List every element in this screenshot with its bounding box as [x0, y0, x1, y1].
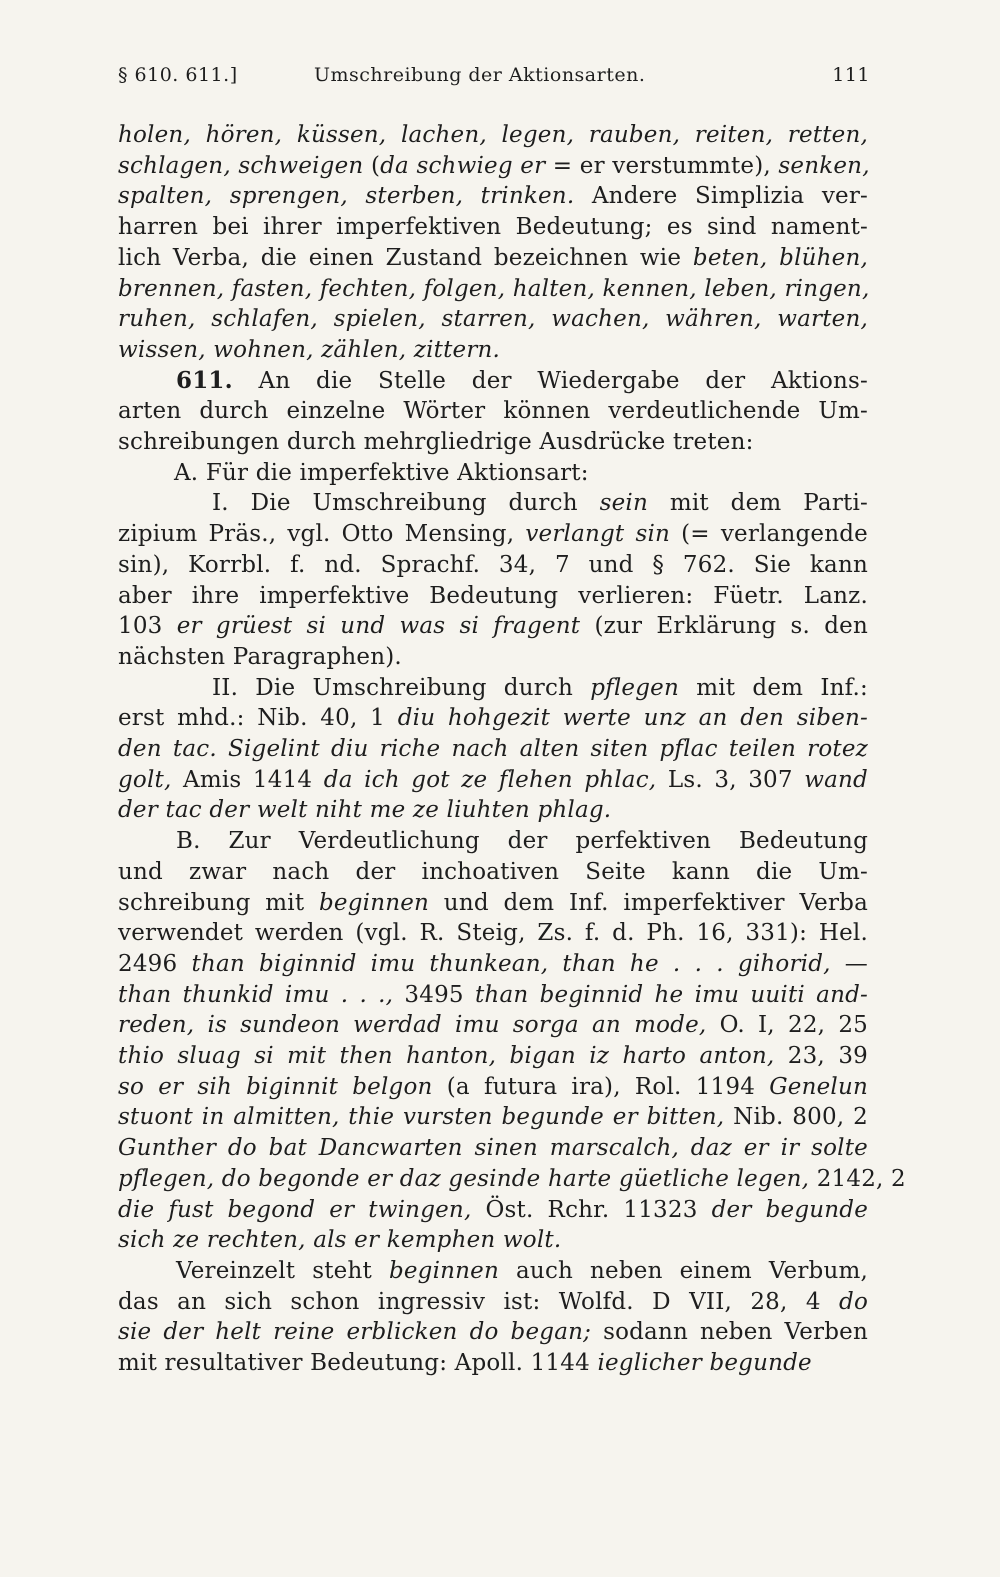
text-line: [118, 303, 868, 335]
italic-quote: golt,: [118, 766, 172, 793]
text-line: [118, 1194, 868, 1226]
italic-quote: pflegen: [590, 674, 679, 701]
section-reference: § 610. 611.]: [118, 64, 238, 86]
running-title: Umschreibung der Aktionsarten.: [314, 64, 646, 86]
text-line: [118, 856, 868, 888]
italic-quote: beginnen: [319, 889, 430, 916]
text-run: A. Für die imperfektive Aktionsart:: [174, 459, 589, 486]
italic-quote: so er sih biginnit belgon: [118, 1073, 433, 1100]
italic-quote: stuont in almitten, thie vursten begunde er bitten,: [118, 1104, 725, 1131]
text-run: sodann neben Verben: [591, 1319, 868, 1346]
text-run: und dem Inf. imperfektiver Verba: [429, 889, 868, 916]
text-run: 23, 39: [774, 1043, 868, 1069]
text-run: sin), Korrbl. f. nd. Sprachf. 34, 7 und § 762. Sie kann: [118, 551, 868, 578]
italic-quote: Genelun: [769, 1073, 868, 1100]
text-line: [118, 948, 868, 980]
text-line: [118, 733, 868, 765]
text-line: [212, 672, 868, 704]
italic-quote: da schwieg er: [380, 152, 546, 179]
text-run: —: [830, 950, 868, 977]
italic-quote: brennen, fasten, fechten, folgen, halten, kennen, leben, ringen,: [118, 275, 870, 302]
text-line: [118, 211, 868, 243]
italic-quote: thio sluag si mit then hanton, bigan iz harto anton,: [118, 1043, 775, 1069]
italic-quote: than beginnid he imu uuiti and-: [474, 981, 868, 1008]
italic-quote: Gunther do bat Dancwarten sinen marscalch, daz er ir solte: [118, 1135, 868, 1162]
text-line: [176, 825, 868, 857]
italic-quote: wand: [804, 766, 868, 793]
text-run: Andere Simplizia ver-: [574, 183, 868, 210]
text-run: mit dem Inf.:: [679, 674, 868, 701]
text-line: [118, 1224, 868, 1256]
text-run: 2142, 2: [809, 1165, 906, 1192]
text-run: (: [363, 152, 381, 179]
text-line: [118, 242, 868, 274]
text-run: schreibungen durch mehrgliedrige Ausdrücke treten:: [118, 429, 754, 455]
text-run: das an sich schon ingressiv ist: Wolfd. D VII, 28, 4: [118, 1288, 840, 1315]
italic-quote: than thunkid imu . . .,: [118, 981, 394, 1008]
text-run: (a futura ira), Rol. 1194: [432, 1073, 770, 1100]
italic-quote: senken,: [778, 152, 870, 179]
text-line: [118, 979, 868, 1011]
text-line: [118, 1040, 868, 1072]
text-line: [118, 702, 868, 734]
italic-quote: der begunde: [711, 1196, 869, 1223]
italic-quote: do: [839, 1288, 868, 1315]
text-run: mit resultativer Bedeutung: Apoll. 1144: [118, 1350, 598, 1376]
section-number: 611.: [176, 366, 233, 394]
italic-quote: den tac. Sigelint diu riche nach alten siten pflac teilen rotez: [118, 736, 868, 762]
text-run: (= verlangende: [670, 521, 868, 548]
italic-quote: er grüest si und was si fragent: [176, 613, 581, 640]
text-line: [174, 457, 868, 489]
text-run: Ls. 3, 307: [656, 766, 805, 793]
text-run: lich Verba, die einen Zustand bezeichnen wie: [118, 244, 693, 271]
text-line: [118, 334, 868, 366]
text-run: 2496: [118, 950, 192, 977]
text-line: [118, 1132, 868, 1164]
text-line: [118, 1316, 868, 1348]
text-run: An die Stelle der Wiedergabe der Aktions-: [232, 367, 868, 394]
text-line: [118, 119, 868, 151]
italic-quote: sich ze rechten, als er kemphen wolt.: [118, 1227, 562, 1254]
text-line: [212, 487, 868, 519]
text-run: = er verstummte),: [545, 152, 779, 179]
text-run: verwendet werden (vgl. R. Steig, Zs. f. d. Ph. 16, 331): Hel.: [118, 920, 868, 947]
italic-quote: sein: [599, 490, 648, 517]
italic-quote: da ich got ze flehen phlac,: [323, 766, 657, 793]
italic-quote: beginnen: [388, 1257, 500, 1284]
text-line: [118, 150, 868, 182]
text-line: [118, 1286, 868, 1318]
text-line: [118, 610, 868, 642]
text-run: O. I, 22, 25: [706, 1012, 869, 1039]
text-run: I. Die Umschreibung durch: [212, 490, 600, 517]
text-run: aber ihre imperfektive Bedeutung verlieren: Füetr. Lanz.: [118, 582, 868, 609]
text-run: Nib. 800, 2: [724, 1104, 868, 1131]
text-line: [118, 794, 868, 826]
text-line: [118, 580, 868, 612]
italic-quote: spalten, sprengen, sterben, trinken.: [118, 183, 575, 210]
italic-quote: wissen, wohnen, zählen, zittern.: [118, 336, 501, 363]
text-line: [176, 1255, 868, 1287]
text-run: schreibung mit: [118, 889, 319, 916]
italic-quote: ruhen, schlafen, spielen, starren, wachen, währen, warten,: [118, 306, 868, 333]
italic-quote: diu hohgezit werte unz an den siben-: [397, 705, 869, 732]
italic-quote: pflegen, do begonde er daz gesinde harte güetliche legen,: [118, 1165, 810, 1192]
text-run: 103: [118, 613, 177, 640]
text-line: [118, 395, 868, 427]
italic-quote: reden, is sundeon werdad imu sorga an mode,: [118, 1012, 707, 1039]
text-run: zipium Präs., vgl. Otto Mensing,: [118, 521, 526, 548]
text-run: II. Die Umschreibung durch: [212, 674, 591, 701]
text-run: arten durch einzelne Wörter können verdeutlichende Um-: [118, 398, 868, 425]
text-run: mit dem Parti-: [647, 490, 868, 517]
running-header: [118, 64, 870, 94]
text-line: [118, 764, 868, 796]
text-run: (zur Erklärung s. den: [580, 613, 868, 640]
text-run: nächsten Paragraphen).: [118, 643, 402, 670]
text-line: [118, 180, 868, 212]
text-line: [176, 365, 868, 397]
text-run: Vereinzelt steht: [176, 1257, 389, 1284]
text-line: [118, 426, 868, 458]
text-line: [118, 887, 868, 919]
text-line: [118, 1071, 868, 1103]
italic-quote: holen, hören, küssen, lachen, legen, rauben, reiten, retten,: [118, 122, 868, 148]
text-run: und zwar nach der inchoativen Seite kann die Um-: [118, 858, 868, 885]
text-line: [118, 1009, 868, 1041]
text-run: erst mhd.: Nib. 40, 1: [118, 705, 398, 732]
text-run: Amis 1414: [171, 766, 324, 793]
italic-quote: die fust begond er twingen,: [118, 1196, 472, 1223]
text-run: Öst. Rchr. 11323: [471, 1196, 712, 1223]
text-line: [118, 1163, 906, 1195]
italic-quote: than biginnid imu thunkean, than he . . . gihorid,: [191, 950, 831, 977]
italic-quote: schlagen, schweigen: [118, 152, 364, 179]
italic-quote: beten, blühen,: [692, 244, 868, 271]
text-line: [118, 549, 868, 581]
text-line: [118, 273, 868, 305]
text-line: [118, 1101, 868, 1133]
italic-quote: sie der helt reine erblicken do began;: [118, 1319, 592, 1346]
text-line: [118, 917, 868, 949]
text-line: [118, 518, 868, 550]
text-run: harren bei ihrer imperfektiven Bedeutung; es sind nament-: [118, 214, 868, 241]
italic-quote: verlangt sin: [525, 521, 671, 548]
text-run: 3495: [393, 981, 475, 1008]
text-run: B. Zur Verdeutlichung der perfektiven Bedeutung: [176, 828, 868, 855]
italic-quote: ieglicher begunde: [597, 1350, 812, 1376]
text-line: [118, 1347, 868, 1379]
italic-quote: der tac der welt niht me ze liuhten phlag.: [118, 797, 612, 824]
page-number: 111: [832, 64, 870, 86]
text-line: [118, 641, 868, 673]
text-run: auch neben einem Verbum,: [499, 1257, 868, 1284]
